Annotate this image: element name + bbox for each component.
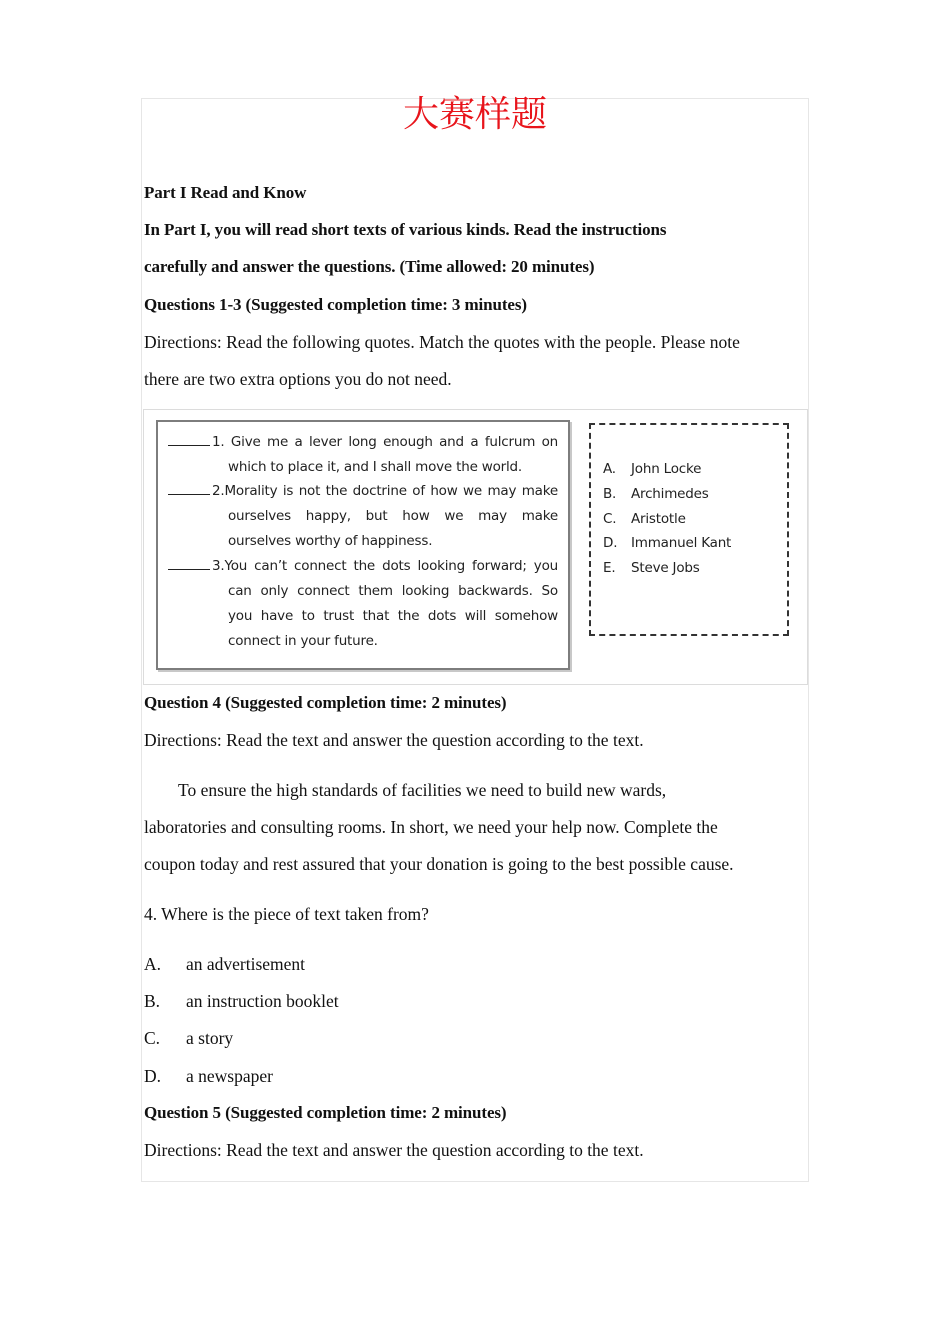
people-options-box — [589, 423, 789, 636]
q4-option-b[interactable]: B. an instruction booklet — [144, 991, 339, 1011]
q4-option-c[interactable]: C. a story — [144, 1028, 234, 1048]
quote-2-line-2: ourselves happy, but how we may make — [228, 508, 558, 524]
q5-heading: Question 5 (Suggested completion time: 2 minutes) — [144, 1103, 507, 1122]
quote-1-line-2: which to place it, and I shall move the world. — [228, 459, 523, 475]
quote-box — [156, 420, 570, 670]
part-intro-line1: In Part I, you will read short texts of various kinds. Read the instructions — [144, 220, 667, 239]
person-option-e: E. Steve Jobs — [603, 560, 700, 576]
quote-3-line-4: connect in your future. — [228, 633, 378, 649]
q5-directions: Directions: Read the text and answer the question according to the text. — [144, 1140, 644, 1160]
quote-1-line-1: 1. Give me a lever long enough and a fulcrum on — [212, 434, 558, 450]
quote-3-line-2: can only connect them looking backwards. So — [228, 583, 558, 599]
q1-3-heading: Questions 1-3 (Suggested completion time: 3 minutes) — [144, 295, 527, 314]
quote-2-line-1: 2.Morality is not the doctrine of how we may make — [212, 483, 558, 499]
q4-text-line1: To ensure the high standards of facilities we need to build new wards, — [178, 780, 667, 800]
q4-heading: Question 4 (Suggested completion time: 2 minutes) — [144, 693, 507, 712]
person-option-b: B. Archimedes — [603, 486, 709, 502]
answer-blank-3 — [168, 554, 210, 579]
q1-3-directions-line1: Directions: Read the following quotes. Match the quotes with the people. Please note — [144, 332, 740, 352]
page-title: 大赛样题 — [402, 94, 547, 135]
person-option-a: A. John Locke — [603, 461, 702, 477]
answer-blank-1 — [168, 430, 210, 455]
quote-2-line-3: ourselves worthy of happiness. — [228, 533, 433, 549]
quote-3-line-3: you have to trust that the dots will somehow — [228, 608, 558, 624]
q4-option-d[interactable]: D. a newspaper — [144, 1066, 273, 1086]
person-option-c: C. Aristotle — [603, 511, 686, 527]
q4-option-a[interactable]: A. an advertisement — [144, 954, 306, 974]
quote-matching-figure — [143, 409, 808, 685]
part-intro-line2: carefully and answer the questions. (Time allowed: 20 minutes) — [144, 257, 595, 276]
q1-3-directions-line2: there are two extra options you do not need. — [144, 369, 452, 389]
q4-directions: Directions: Read the text and answer the question according to the text. — [144, 730, 644, 750]
q4-text-line3: coupon today and rest assured that your donation is going to the best possible cause. — [144, 854, 734, 874]
quote-3-line-1: 3.You can’t connect the dots looking forward; you — [212, 558, 558, 574]
q4-question: 4. Where is the piece of text taken from? — [144, 904, 429, 924]
person-option-d: D. Immanuel Kant — [603, 535, 732, 551]
q4-text-line2: laboratories and consulting rooms. In short, we need your help now. Complete the — [144, 817, 718, 837]
answer-blank-2 — [168, 479, 210, 504]
part-heading: Part I Read and Know — [144, 183, 307, 202]
